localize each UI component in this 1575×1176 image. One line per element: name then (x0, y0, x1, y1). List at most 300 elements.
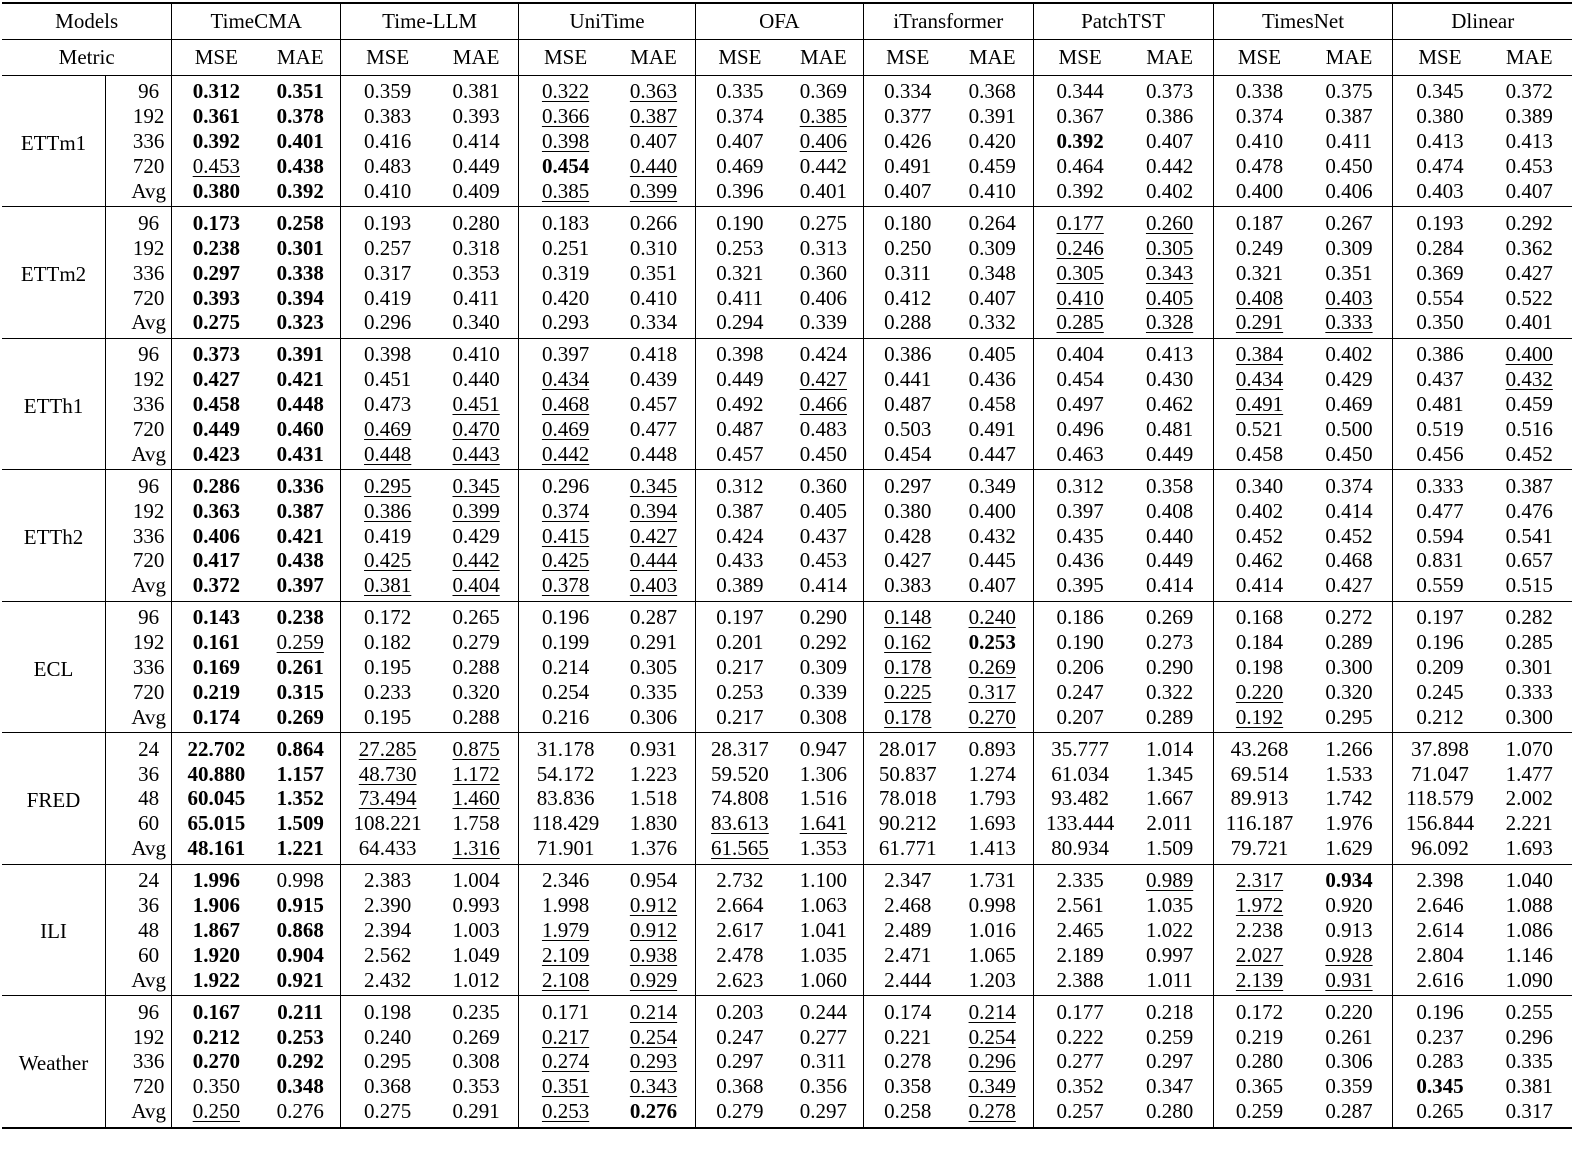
mae-cell (1306, 207, 1393, 235)
mae-cell (784, 498, 863, 523)
mse-cell (341, 655, 434, 680)
cell-value: 1.012 (452, 967, 500, 992)
cell-value: 0.947 (799, 736, 847, 761)
cell-value: 37.898 (1411, 736, 1469, 761)
cell-value: 0.288 (452, 655, 500, 680)
cell-value: 0.148 (884, 605, 932, 630)
mse-cell (1033, 1049, 1126, 1074)
mae-cell (1306, 1049, 1393, 1074)
mae-cell (434, 498, 518, 523)
cell-value: 0.427 (1325, 573, 1373, 598)
mae-cell (952, 548, 1033, 573)
cell-value: 1.641 (799, 811, 847, 836)
table-row (2, 601, 1572, 629)
mae-cell (612, 996, 695, 1024)
cell-value: 0.359 (364, 79, 412, 104)
cell-value: 1.996 (192, 868, 240, 893)
cell-value: 0.285 (1056, 310, 1104, 335)
cell-value: 28.317 (711, 736, 769, 761)
mae-cell (434, 338, 518, 366)
mse-cell (863, 655, 951, 680)
cell-value: 0.250 (192, 1099, 240, 1124)
mae-cell (1306, 523, 1393, 548)
horizon-cell: 96 (106, 338, 172, 366)
mse-cell (519, 761, 612, 786)
mae-cell (612, 367, 695, 392)
mae-cell (1306, 704, 1393, 732)
cell-value: 1.477 (1505, 761, 1553, 786)
cell-value: 0.359 (1325, 1074, 1373, 1099)
cell-value: 0.491 (968, 417, 1016, 442)
cell-value: 0.993 (452, 893, 500, 918)
mse-cell (1213, 338, 1305, 366)
mse-cell (341, 441, 434, 469)
horizon-cell: 336 (106, 260, 172, 285)
cell-value: 0.410 (968, 179, 1016, 203)
cell-value: 0.374 (1235, 104, 1284, 129)
cell-value: 0.368 (364, 1074, 412, 1099)
cell-value: 0.399 (452, 498, 500, 523)
mae-cell (784, 786, 863, 811)
cell-value: 0.180 (884, 210, 932, 235)
cell-value: 2.109 (541, 942, 590, 967)
cell-value: 0.249 (1235, 235, 1284, 260)
cell-value: 0.295 (364, 473, 412, 498)
cell-value: 0.300 (1505, 704, 1553, 729)
mse-cell (1033, 573, 1126, 601)
mae-cell (434, 811, 518, 836)
cell-value: 0.435 (1056, 523, 1104, 548)
cell-value: 1.172 (452, 761, 500, 786)
cell-value: 0.393 (192, 285, 240, 310)
mae-cell (260, 601, 340, 629)
mse-cell (1033, 104, 1126, 129)
cell-value: 0.442 (1145, 154, 1194, 179)
cell-value: 0.433 (716, 548, 764, 573)
mse-cell (519, 367, 612, 392)
cell-value: 1.203 (968, 967, 1016, 992)
cell-value: 0.279 (716, 1099, 764, 1124)
cell-value: 0.449 (192, 417, 240, 442)
table-row (2, 498, 1572, 523)
mse-cell (519, 1074, 612, 1099)
cell-value: 1.353 (799, 836, 847, 861)
mae-cell (612, 285, 695, 310)
mse-cell (172, 285, 260, 310)
horizon-cell: Avg (106, 836, 172, 864)
cell-value: 1.070 (1505, 736, 1553, 761)
cell-value: 0.392 (1056, 129, 1104, 154)
cell-value: 0.286 (192, 473, 240, 498)
cell-value: 0.380 (192, 179, 240, 203)
cell-value: 0.321 (716, 260, 764, 285)
cell-value: 1.041 (799, 917, 847, 942)
mse-cell (1393, 417, 1486, 442)
mse-cell (172, 498, 260, 523)
mae-cell (952, 1024, 1033, 1049)
mae-cell (1127, 76, 1213, 104)
cell-value: 83.836 (536, 786, 595, 811)
mse-cell (519, 1024, 612, 1049)
mse-cell (172, 1099, 260, 1128)
cell-value: 0.430 (1145, 367, 1194, 392)
cell-value: 0.432 (1505, 367, 1553, 392)
mae-cell (1127, 573, 1213, 601)
cell-value: 0.401 (799, 179, 847, 203)
mse-cell (519, 967, 612, 995)
mse-cell (1393, 523, 1486, 548)
mse-cell (1033, 864, 1126, 892)
mae-cell (1486, 942, 1572, 967)
cell-value: 0.372 (192, 573, 240, 598)
mse-cell (172, 310, 260, 338)
cell-value: 0.445 (968, 548, 1016, 573)
mse-cell (695, 548, 783, 573)
mse-cell (1393, 573, 1486, 601)
horizon-cell: 48 (106, 918, 172, 943)
cell-value: 0.190 (1056, 630, 1104, 655)
cell-value: 31.178 (536, 736, 595, 761)
mse-cell (695, 470, 783, 498)
cell-value: 1.090 (1505, 967, 1553, 992)
cell-value: 0.280 (452, 210, 500, 235)
mse-cell (1213, 285, 1305, 310)
mae-cell (434, 996, 518, 1024)
cell-value: 0.420 (541, 285, 590, 310)
mse-cell (341, 601, 434, 629)
cell-value: 0.347 (1145, 1074, 1194, 1099)
mse-cell (172, 523, 260, 548)
mse-cell (1213, 470, 1305, 498)
mse-cell (519, 498, 612, 523)
cell-value: 0.449 (1145, 548, 1194, 573)
cell-value: 0.464 (1056, 154, 1104, 179)
mae-cell (1127, 893, 1213, 918)
cell-value: 0.453 (1505, 154, 1553, 179)
mse-cell (1393, 679, 1486, 704)
horizon-cell: 720 (106, 285, 172, 310)
mae-cell (612, 918, 695, 943)
mse-cell (341, 104, 434, 129)
cell-value: 0.219 (192, 679, 240, 704)
mae-cell (784, 417, 863, 442)
mse-cell (1213, 761, 1305, 786)
mse-cell (695, 129, 783, 154)
cell-value: 0.392 (1056, 179, 1104, 203)
cell-value: 0.290 (799, 605, 847, 630)
mse-cell (519, 786, 612, 811)
cell-value: 0.831 (1416, 548, 1464, 573)
mse-cell (519, 1049, 612, 1074)
cell-value: 0.339 (799, 679, 847, 704)
horizon-cell: 96 (106, 207, 172, 235)
mae-cell (1306, 104, 1393, 129)
mse-cell (863, 207, 951, 235)
mae-cell (260, 179, 340, 207)
mse-cell (172, 864, 260, 892)
cell-value: 0.387 (1505, 473, 1553, 498)
cell-value: 0.389 (716, 573, 764, 598)
mae-cell (612, 704, 695, 732)
mse-cell (1033, 392, 1126, 417)
cell-value: 78.018 (878, 786, 937, 811)
horizon-cell: 192 (106, 1024, 172, 1049)
mae-cell (612, 235, 695, 260)
cell-value: 0.391 (276, 342, 324, 367)
mse-cell (341, 1099, 434, 1128)
cell-value: 0.280 (1145, 1099, 1194, 1124)
cell-value: 0.238 (276, 605, 324, 630)
cell-value: 0.459 (968, 154, 1016, 179)
mae-cell (784, 761, 863, 786)
cell-value: 0.425 (541, 548, 590, 573)
cell-value: 0.195 (364, 655, 412, 680)
mae-cell (784, 179, 863, 207)
cell-value: 0.928 (1325, 942, 1373, 967)
cell-value: 0.453 (192, 154, 240, 179)
mse-cell (1213, 154, 1305, 179)
cell-value: 0.470 (452, 417, 500, 442)
mae-cell (1127, 285, 1213, 310)
cell-value: 1.016 (968, 917, 1016, 942)
mae-cell (1306, 260, 1393, 285)
mse-cell (341, 76, 434, 104)
cell-value: 0.408 (1235, 285, 1284, 310)
mse-cell (341, 523, 434, 548)
mse-cell (1393, 918, 1486, 943)
mse-cell (863, 367, 951, 392)
mae-cell (784, 441, 863, 469)
mae-cell (784, 967, 863, 995)
cell-value: 0.426 (884, 129, 932, 154)
models-label: Models (2, 3, 172, 40)
mse-cell (863, 811, 951, 836)
mse-cell (341, 179, 434, 207)
mae-cell (1486, 104, 1572, 129)
cell-value: 1.049 (452, 942, 500, 967)
cell-value: 0.167 (192, 999, 240, 1024)
cell-value: 0.345 (1416, 1074, 1464, 1099)
mae-cell (1127, 235, 1213, 260)
cell-value: 0.356 (799, 1074, 847, 1099)
mae-cell (952, 179, 1033, 207)
cell-value: 156.844 (1405, 811, 1475, 836)
mae-cell (260, 573, 340, 601)
mae-cell (1486, 918, 1572, 943)
cell-value: 0.275 (364, 1099, 412, 1124)
mae-cell (1486, 761, 1572, 786)
mse-cell (1393, 310, 1486, 338)
cell-value: 0.378 (541, 573, 590, 598)
cell-value: 0.182 (364, 630, 412, 655)
cell-value: 118.429 (531, 811, 600, 836)
mse-cell (1033, 630, 1126, 655)
cell-value: 0.393 (452, 104, 500, 129)
mae-cell (1486, 811, 1572, 836)
mae-cell (1486, 996, 1572, 1024)
cell-value: 0.448 (276, 392, 324, 417)
horizon-cell: 60 (106, 811, 172, 836)
horizon-cell: 720 (106, 1074, 172, 1099)
mse-cell (519, 864, 612, 892)
cell-value: 0.178 (884, 655, 932, 680)
cell-value: 0.312 (716, 473, 764, 498)
cell-value: 1.376 (629, 836, 678, 861)
mse-cell (695, 679, 783, 704)
mae-cell (434, 1024, 518, 1049)
mse-cell (1393, 154, 1486, 179)
mse-cell (172, 996, 260, 1024)
cell-value: 0.384 (1235, 342, 1284, 367)
cell-value: 0.438 (276, 154, 324, 179)
mae-cell (784, 893, 863, 918)
mse-cell (1213, 573, 1305, 601)
cell-value: 0.312 (192, 79, 240, 104)
mae-cell (1127, 260, 1213, 285)
cell-value: 1.157 (276, 761, 324, 786)
mae-cell (260, 996, 340, 1024)
cell-value: 0.310 (629, 235, 678, 260)
mae-cell (612, 310, 695, 338)
cell-value: 0.221 (884, 1024, 932, 1049)
mse-cell (1393, 179, 1486, 207)
mae-cell (1127, 811, 1213, 836)
cell-value: 0.515 (1505, 573, 1553, 598)
mse-cell (519, 548, 612, 573)
cell-value: 0.292 (1505, 210, 1553, 235)
mae-cell (260, 761, 340, 786)
cell-value: 0.218 (1145, 999, 1194, 1024)
cell-value: 28.017 (878, 736, 937, 761)
mae-cell (434, 733, 518, 761)
cell-value: 0.594 (1416, 523, 1464, 548)
metric-header: MAE (952, 40, 1033, 76)
mse-cell (863, 104, 951, 129)
results-body (2, 76, 1572, 1128)
cell-value: 0.407 (629, 129, 678, 154)
mse-cell (1213, 601, 1305, 629)
table-row (2, 129, 1572, 154)
mae-cell (260, 367, 340, 392)
mae-cell (1127, 918, 1213, 943)
mae-cell (952, 942, 1033, 967)
mae-cell (260, 154, 340, 179)
mae-cell (260, 338, 340, 366)
cell-value: 0.374 (1325, 473, 1373, 498)
mse-cell (695, 417, 783, 442)
metric-label: Metric (2, 40, 172, 76)
mse-cell (341, 285, 434, 310)
cell-value: 71.901 (536, 836, 595, 861)
mae-cell (260, 893, 340, 918)
mse-cell (341, 470, 434, 498)
mse-cell (1393, 367, 1486, 392)
cell-value: 0.309 (1325, 235, 1373, 260)
cell-value: 0.397 (541, 342, 590, 367)
mse-cell (695, 235, 783, 260)
cell-value: 0.448 (629, 441, 678, 466)
cell-value: 0.348 (276, 1074, 324, 1099)
mae-cell (952, 338, 1033, 366)
mse-cell (341, 154, 434, 179)
cell-value: 0.266 (629, 210, 678, 235)
cell-value: 0.214 (968, 999, 1016, 1024)
mae-cell (434, 918, 518, 943)
cell-value: 0.492 (716, 392, 764, 417)
cell-value: 0.868 (276, 917, 324, 942)
mae-cell (612, 1099, 695, 1128)
mae-cell (784, 76, 863, 104)
cell-value: 0.174 (192, 704, 240, 729)
mae-cell (1306, 679, 1393, 704)
cell-value: 60.045 (187, 786, 246, 811)
mae-cell (434, 893, 518, 918)
cell-value: 0.468 (541, 392, 590, 417)
cell-value: 0.296 (968, 1049, 1016, 1074)
mae-cell (784, 655, 863, 680)
cell-value: 0.318 (452, 235, 500, 260)
table-row (2, 996, 1572, 1024)
mae-cell (1306, 630, 1393, 655)
cell-value: 0.392 (192, 129, 240, 154)
mse-cell (1393, 630, 1486, 655)
cell-value: 0.368 (968, 79, 1016, 104)
cell-value: 0.931 (629, 736, 678, 761)
mae-cell (1306, 942, 1393, 967)
cell-value: 1.011 (1146, 967, 1193, 992)
mae-cell (612, 470, 695, 498)
cell-value: 0.353 (452, 1074, 500, 1099)
cell-value: 0.438 (276, 548, 324, 573)
cell-value: 0.305 (1056, 260, 1104, 285)
cell-value: 0.225 (884, 679, 932, 704)
cell-value: 0.405 (1145, 285, 1194, 310)
mse-cell (1033, 942, 1126, 967)
mse-cell (863, 864, 951, 892)
mae-cell (434, 786, 518, 811)
cell-value: 0.305 (1145, 235, 1194, 260)
horizon-cell: Avg (106, 573, 172, 601)
cell-value: 1.693 (1505, 836, 1553, 861)
cell-value: 0.366 (541, 104, 590, 129)
table-row (2, 392, 1572, 417)
mse-cell (1393, 392, 1486, 417)
mse-cell (341, 392, 434, 417)
mse-cell (1213, 679, 1305, 704)
cell-value: 1.509 (1145, 836, 1194, 861)
mse-cell (172, 811, 260, 836)
mae-cell (1306, 285, 1393, 310)
cell-value: 0.519 (1416, 417, 1464, 442)
cell-value: 0.402 (1325, 342, 1373, 367)
mae-cell (612, 967, 695, 995)
cell-value: 0.397 (1056, 498, 1104, 523)
cell-value: 0.291 (1235, 310, 1284, 335)
cell-value: 0.297 (1145, 1049, 1194, 1074)
mse-cell (1393, 893, 1486, 918)
mse-cell (172, 601, 260, 629)
cell-value: 0.193 (1416, 210, 1464, 235)
cell-value: 0.353 (452, 260, 500, 285)
cell-value: 0.269 (1145, 605, 1194, 630)
horizon-cell: 720 (106, 154, 172, 179)
cell-value: 0.349 (968, 1074, 1016, 1099)
cell-value: 0.396 (716, 179, 764, 203)
cell-value: 0.237 (1416, 1024, 1464, 1049)
cell-value: 0.222 (1056, 1024, 1104, 1049)
model-header: UniTime (519, 3, 696, 40)
mae-cell (1306, 392, 1393, 417)
